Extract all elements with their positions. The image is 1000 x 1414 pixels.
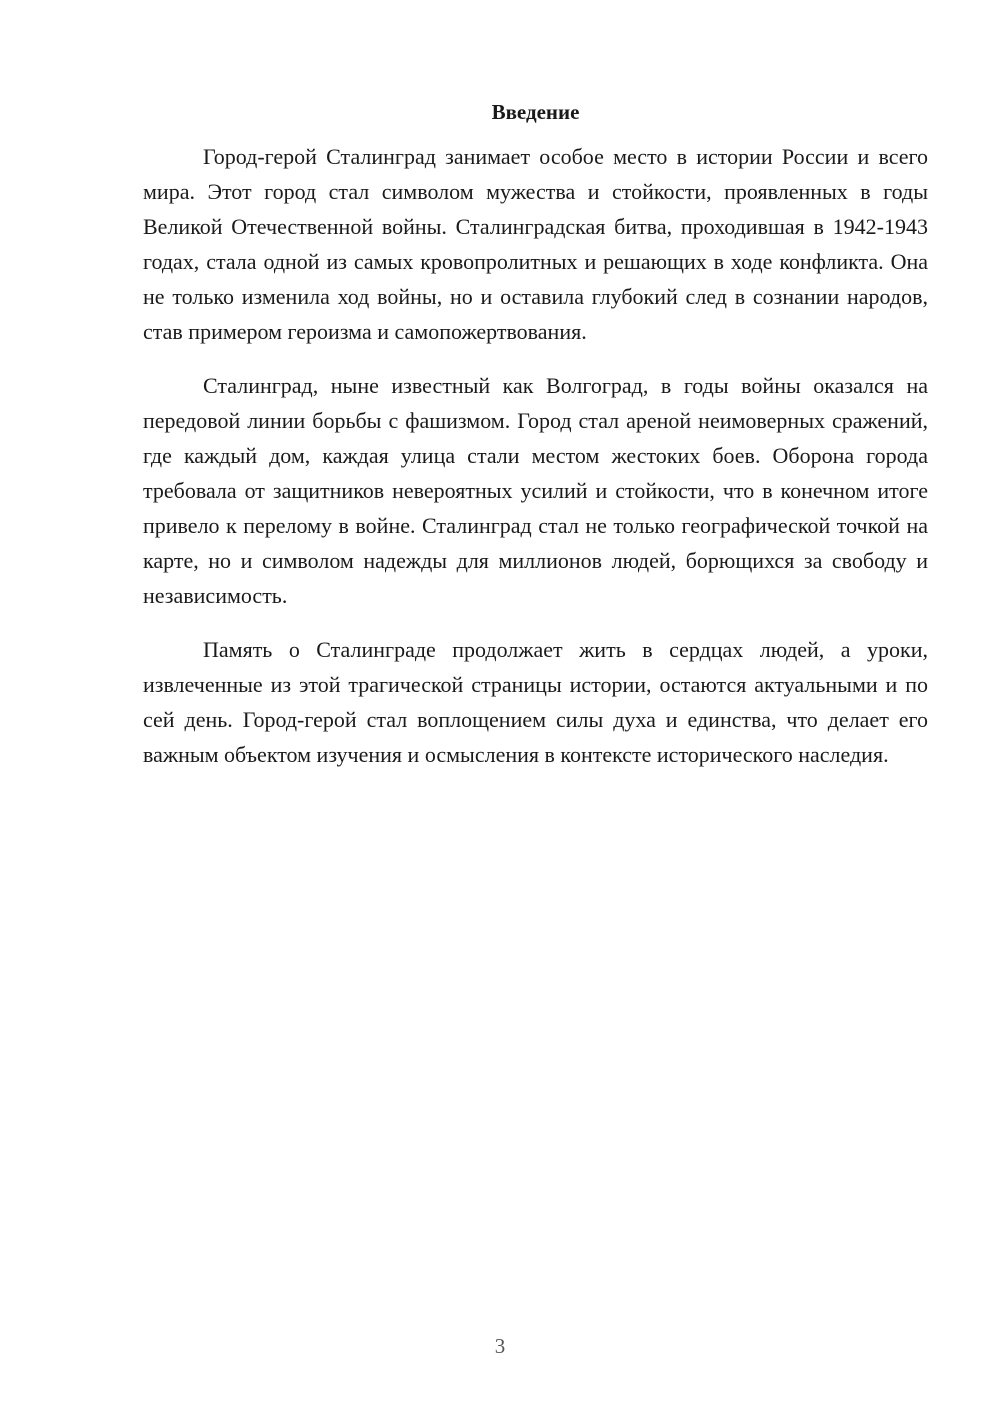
paragraph-1: Город-герой Сталинград занимает особое место в истории России и всего мира. Этот город стал символом мужества и стойкости, проявленных в годы Великой Отечественной войны. Сталинградская битва, проходившая в 1942-1943 годах, стала одной из самых кровопролитных и решающих в ходе конфликта. Она не только изменила ход войны, но и оставила глубокий след в сознании народов, став примером героизма и самопожертвования. — [143, 144, 928, 344]
section-heading: Введение — [491, 100, 580, 124]
page-number: 3 — [494, 1334, 506, 1358]
page-content — [143, 95, 928, 791]
paragraph-2: Сталинград, ныне известный как Волгоград, в годы войны оказался на передовой линии борьбы с фашизмом. Город стал ареной неимоверных сражений, где каждый дом, каждая улица стали местом жестоких боев. Оборона города требовала от защитников невероятных усилий и стойкости, что в конечном итоге привело к перелому в войне. Сталинград стал не только географической точкой на карте, но и символом надежды для миллионов людей, борющихся за свободу и независимость. — [143, 373, 928, 608]
paragraph-3: Память о Сталинграде продолжает жить в сердцах людей, а уроки, извлеченные из этой трагической страницы истории, остаются актуальными и по сей день. Город-герой стал воплощением силы духа и единства, что делает его важным объектом изучения и осмысления в контексте исторического наследия. — [143, 637, 928, 767]
